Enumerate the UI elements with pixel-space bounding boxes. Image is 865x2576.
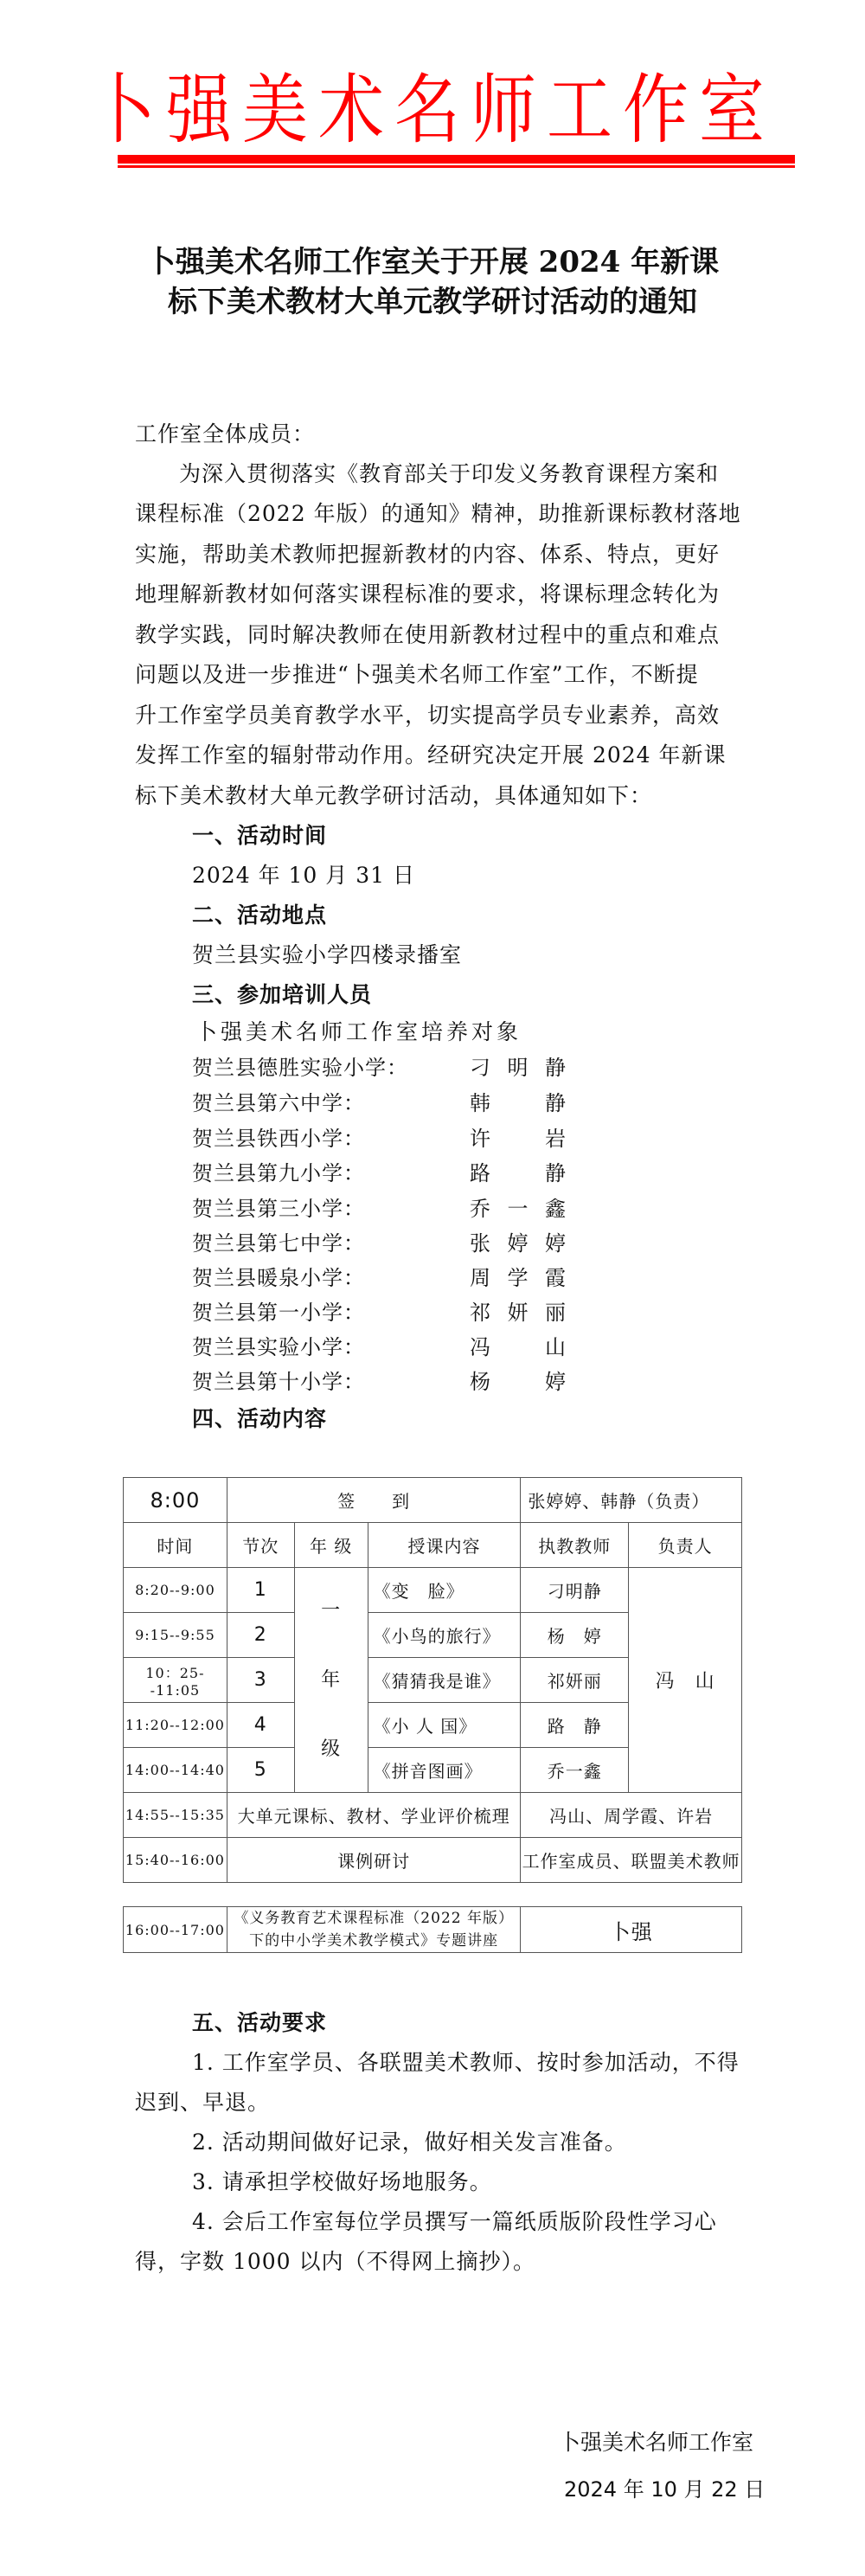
intro-line: 发挥工作室的辐射带动作用。经研究决定开展 2024 年新课: [135, 742, 727, 768]
header-topic: 授课内容: [368, 1523, 521, 1568]
intro-line: 教学实践，同时解决教师在使用新教材过程中的重点和难点: [135, 622, 721, 647]
participant-name: 刁明静: [470, 1056, 567, 1080]
lesson-teacher: 路 静: [521, 1703, 629, 1748]
lesson-period: 4: [227, 1703, 294, 1748]
participant-name: 乔一鑫: [470, 1197, 567, 1221]
participant-name: 路静: [470, 1161, 567, 1185]
participant-name: 韩静: [470, 1091, 567, 1115]
header-teacher: 执教教师: [521, 1523, 629, 1568]
participant-name: 冯山: [470, 1335, 567, 1359]
activity-location: 贺兰县实验小学四楼录播室: [192, 942, 463, 967]
participant-school: 贺兰县德胜实验小学：: [192, 1056, 408, 1080]
table-row: [124, 1568, 742, 1613]
grade-char: 级: [321, 1738, 342, 1760]
signin-time: 8:00: [124, 1478, 227, 1523]
requirement-item: 3. 请承担学校做好场地服务。: [192, 2169, 492, 2194]
participants-subtitle: 卜强美术名师工作室培养对象: [195, 1019, 522, 1044]
participant-school: 贺兰县第六中学：: [192, 1091, 365, 1115]
intro-line: 问题以及进一步推进“卜强美术名师工作室”工作，不断提: [135, 662, 699, 687]
lecture-table: [123, 1906, 742, 1953]
schedule-table: [123, 1477, 742, 1883]
lesson-period: 2: [227, 1613, 294, 1658]
session-time: 14:55--15:35: [124, 1793, 227, 1838]
session-people: 冯山、周学霞、许岩: [521, 1793, 742, 1838]
lesson-topic: 《变 脸》: [368, 1568, 521, 1613]
table-row-session: [124, 1838, 742, 1883]
lecture-title-line-1: 《义务教育艺术课程标准（2022 年版）: [234, 1910, 514, 1927]
grade-cell: [294, 1568, 368, 1793]
signature-org: 卜强美术名师工作室: [559, 2430, 754, 2455]
intro-line: 标下美术教材大单元教学研讨活动，具体通知如下：: [135, 783, 653, 808]
grade-char: 一: [321, 1599, 342, 1622]
header-supervisor: 负责人: [629, 1523, 742, 1568]
participant-name: 祁妍丽: [470, 1301, 567, 1325]
signature-date: 2024 年 10 月 22 日: [564, 2477, 766, 2502]
participant-school: 贺兰县实验小学：: [192, 1335, 365, 1359]
session-activity: 大单元课标、教材、学业评价梳理: [227, 1793, 520, 1838]
participant-name: 杨婷: [470, 1370, 567, 1394]
lesson-topic: 《猜猜我是谁》: [368, 1658, 521, 1703]
activity-date: 2024 年 10 月 31 日: [192, 863, 415, 888]
intro-line: 升工作室学员美育教学水平，切实提高学员专业素养，高效: [135, 703, 721, 728]
section-time-heading: 一、活动时间: [192, 823, 328, 848]
document-title-line-2: 标下美术教材大单元教学研讨活动的通知: [168, 285, 697, 319]
intro-line: 为深入贯彻落实《教育部关于印发义务教育课程方案和: [179, 461, 720, 486]
header-period: 节次: [227, 1523, 294, 1568]
lecture-title: [227, 1907, 521, 1953]
document-title-line-1: 卜强美术名师工作室关于开展 2024 年新课: [145, 245, 720, 279]
masthead-thick-rule: [118, 155, 795, 164]
session-time: 15:40--16:00: [124, 1838, 227, 1883]
participant-school: 贺兰县第七中学：: [192, 1231, 365, 1256]
participant-name: 周学霞: [470, 1266, 567, 1290]
lesson-time: 9:15--9:55: [124, 1613, 227, 1658]
grade-char: 年: [321, 1668, 342, 1691]
requirement-item: 2. 活动期间做好记录，做好相关发言准备。: [192, 2130, 627, 2155]
document-title: [130, 242, 735, 322]
participant-school: 贺兰县第十小学：: [192, 1370, 365, 1394]
participant-school: 贺兰县暖泉小学：: [192, 1266, 365, 1290]
requirement-item: 1. 工作室学员、各联盟美术教师、按时参加活动，不得: [192, 2050, 740, 2075]
participant-school: 贺兰县第九小学：: [192, 1161, 365, 1185]
lesson-teacher: 乔一鑫: [521, 1748, 629, 1793]
table-row-session: [124, 1793, 742, 1838]
requirement-item: 4. 会后工作室每位学员撰写一篇纸质版阶段性学习心: [192, 2209, 717, 2234]
participant-school: 贺兰县第三小学：: [192, 1197, 365, 1221]
lesson-topic: 《拼音图画》: [368, 1748, 521, 1793]
lesson-time: 14:00--14:40: [124, 1748, 227, 1793]
lecture-time: 16:00--17:00: [124, 1907, 227, 1953]
table-row-signin: [124, 1478, 742, 1523]
lesson-time: 8:20--9:00: [124, 1568, 227, 1613]
salutation: 工作室全体成员：: [135, 421, 316, 446]
lesson-teacher: 祁妍丽: [521, 1658, 629, 1703]
lesson-period: 5: [227, 1748, 294, 1793]
participant-name: 许岩: [470, 1127, 567, 1151]
signin-responsible: 张婷婷、韩静（负责）: [521, 1478, 742, 1523]
lesson-supervisor: 冯 山: [629, 1568, 742, 1793]
requirement-item-continued: 迟到、早退。: [135, 2090, 271, 2115]
masthead-thin-rule: [118, 165, 795, 168]
lesson-time: 11:20--12:00: [124, 1703, 227, 1748]
lecture-title-line-2: 下的中小学美术教学模式》专题讲座: [249, 1932, 499, 1950]
masthead-title: 卜强美术名师工作室: [90, 65, 775, 154]
participant-school: 贺兰县铁西小学：: [192, 1127, 365, 1151]
intro-line: 地理解新教材如何落实课程标准的要求，将课标理念转化为: [135, 581, 721, 607]
session-activity: 课例研讨: [227, 1838, 520, 1883]
lesson-time: 10：25--11:05: [124, 1658, 227, 1703]
lesson-teacher: 杨 婷: [521, 1613, 629, 1658]
lecture-speaker: 卜强: [521, 1907, 742, 1953]
intro-line: 课程标准（2022 年版）的通知》精神，助推新课标教材落地: [135, 501, 741, 526]
requirement-item-continued: 得，字数 1000 以内（不得网上摘抄）。: [135, 2249, 536, 2274]
table-row-lecture: [124, 1907, 742, 1953]
section-requirements-heading: 五、活动要求: [192, 2010, 328, 2035]
session-people: 工作室成员、联盟美术教师: [521, 1838, 742, 1883]
header-grade: 年 级: [294, 1523, 368, 1568]
section-place-heading: 二、活动地点: [192, 903, 328, 928]
section-content-heading: 四、活动内容: [192, 1406, 328, 1431]
participant-school: 贺兰县第一小学：: [192, 1301, 365, 1325]
lesson-topic: 《小鸟的旅行》: [368, 1613, 521, 1658]
lesson-period: 3: [227, 1658, 294, 1703]
lesson-topic: 《小 人 国》: [368, 1703, 521, 1748]
lesson-teacher: 刁明静: [521, 1568, 629, 1613]
lesson-period: 1: [227, 1568, 294, 1613]
header-time: 时间: [124, 1523, 227, 1568]
section-participants-heading: 三、参加培训人员: [192, 982, 373, 1007]
signin-label: 签 到: [227, 1478, 520, 1523]
participant-name: 张婷婷: [470, 1231, 567, 1256]
intro-line: 实施，帮助美术教师把握新教材的内容、体系、特点，更好: [135, 542, 721, 567]
table-header-row: [124, 1523, 742, 1568]
